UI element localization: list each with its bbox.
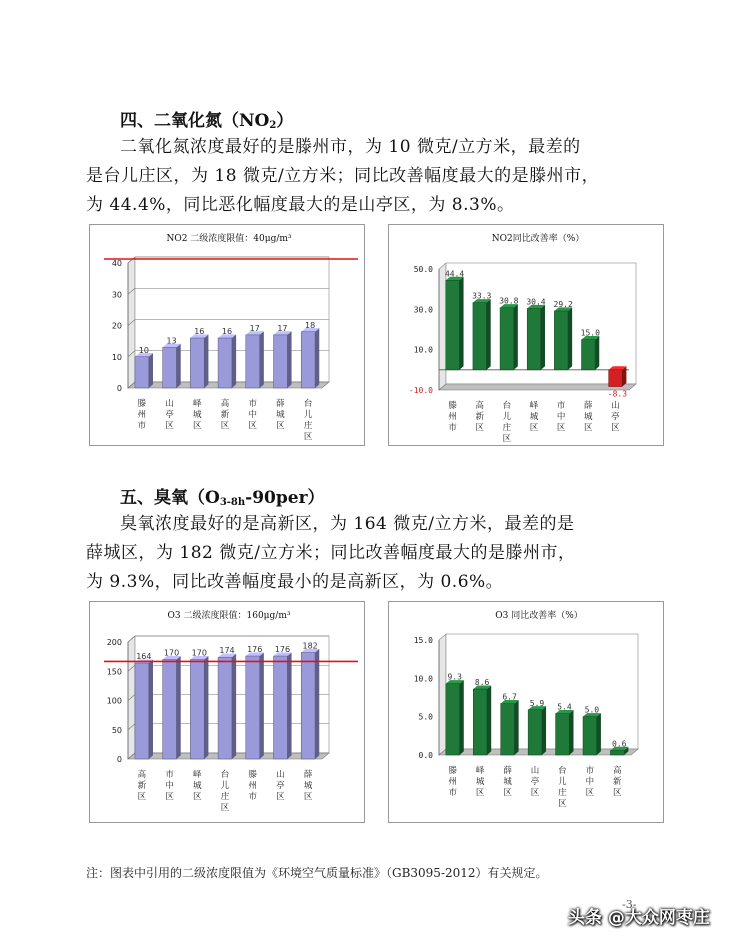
bar xyxy=(473,303,487,370)
bar-side xyxy=(260,331,264,388)
bar-side xyxy=(514,700,518,755)
category-label: 台儿庄区 xyxy=(303,399,313,442)
category-label: 滕州市 xyxy=(248,770,257,802)
bar-side xyxy=(595,336,599,370)
bar-side xyxy=(568,307,572,369)
category-label: 市中区 xyxy=(248,399,257,431)
category-label: 峄城区 xyxy=(193,770,202,802)
category-label: 市中区 xyxy=(165,770,174,802)
category-label: 山亭区 xyxy=(530,766,540,798)
bar-side xyxy=(149,353,153,388)
section4-line-3: 为 44.4%，同比恶化幅度最大的是山亭区，为 8.3%。 xyxy=(86,195,515,215)
bar-side xyxy=(315,328,319,388)
o3-improvement-chart xyxy=(388,601,664,823)
bar xyxy=(274,656,288,759)
bar-side xyxy=(287,652,291,759)
data-label: 30.8 xyxy=(499,296,519,306)
bar-side xyxy=(542,706,546,755)
category-label: 山亭区 xyxy=(165,399,174,431)
section5-heading-main: 五、臭氧（O xyxy=(120,488,220,508)
y-tick-label: 30 xyxy=(111,290,122,300)
y-tick-label: -10.0 xyxy=(408,386,433,395)
y-tick-label: 10 xyxy=(111,352,122,362)
data-label: 5.0 xyxy=(584,705,600,715)
y-tick-label: 40 xyxy=(111,259,122,268)
bar xyxy=(301,332,315,388)
data-label: 176 xyxy=(274,645,291,655)
data-label: 170 xyxy=(191,648,207,658)
data-label: 170 xyxy=(163,648,180,658)
data-label: 174 xyxy=(219,646,235,656)
data-label: 29.2 xyxy=(553,299,573,309)
section5-line-3: 为 9.3%，同比改善幅度最小的是高新区，为 0.6%。 xyxy=(86,572,504,592)
y-tick-label: 0 xyxy=(116,384,122,393)
bar xyxy=(135,357,149,388)
bar xyxy=(218,338,232,388)
section4-line-1: 二氧化氮浓度最好的是滕州市，为 10 微克/立方米，最差的 xyxy=(120,137,581,157)
bar xyxy=(610,750,624,755)
category-label: 峄城区 xyxy=(529,401,539,433)
bar xyxy=(301,653,315,759)
category-label: 台儿庄区 xyxy=(558,766,567,809)
category-label: 滕州市 xyxy=(137,399,147,431)
category-label: 峄城区 xyxy=(193,399,202,431)
page-number: -3- xyxy=(622,898,637,911)
bar-side xyxy=(232,654,236,759)
bar xyxy=(190,338,204,388)
bar-side xyxy=(569,710,573,755)
section5-heading-end: -90per） xyxy=(245,488,325,508)
bar-side xyxy=(459,277,463,370)
category-label: 高新区 xyxy=(475,401,484,433)
data-label: 6.7 xyxy=(502,692,517,702)
category-label: 峄城区 xyxy=(475,766,485,798)
no2-concentration-svg xyxy=(90,225,364,445)
o3-concentration-chart xyxy=(89,601,365,823)
bar-side xyxy=(204,656,208,759)
bar xyxy=(527,309,541,370)
section5-paragraph xyxy=(86,510,666,597)
o3-improvement-svg xyxy=(389,602,663,822)
data-label: -8.3 xyxy=(607,389,628,399)
section5-line-2: 薛城区，为 182 微克/立方米；同比改善幅度最大的是滕州市， xyxy=(86,543,576,563)
no2-concentration-chart xyxy=(89,224,365,446)
footnote: 注：图表中引用的二级浓度限值为《环境空气质量标准》（GB3095-2012）有关规定。 xyxy=(86,866,548,880)
category-label: 台儿庄区 xyxy=(220,770,230,813)
chart-title: O3 同比改善率（%） xyxy=(495,611,583,621)
bar-side xyxy=(315,649,319,759)
y-tick-label: 200 xyxy=(106,638,122,647)
bar-side xyxy=(204,334,208,388)
bar xyxy=(582,340,596,370)
bar-side xyxy=(287,331,291,388)
bar-side xyxy=(177,656,181,759)
y-tick-label: 10.0 xyxy=(413,674,433,684)
o3-concentration-svg xyxy=(90,602,364,822)
data-label: 182 xyxy=(302,641,318,651)
data-label: 10 xyxy=(138,345,149,355)
chart-title: O3 二级浓度限值：160μg/m³ xyxy=(167,611,291,621)
y-tick-label: 15.0 xyxy=(413,636,433,645)
category-label: 山亭区 xyxy=(611,401,620,433)
category-label: 薛城区 xyxy=(276,399,285,431)
category-label: 山亭区 xyxy=(276,770,285,802)
data-label: 33.3 xyxy=(472,291,492,301)
category-label: 台儿庄区 xyxy=(502,401,512,444)
section4-line-2: 是台儿庄区，为 18 微克/立方米；同比改善幅度最大的是滕州市， xyxy=(86,166,600,186)
bar xyxy=(274,335,288,388)
no2-improvement-chart xyxy=(388,224,664,446)
data-label: 8.6 xyxy=(474,678,490,688)
data-label: 13 xyxy=(166,336,177,346)
plot-side-wall xyxy=(439,634,446,755)
data-label: 176 xyxy=(247,645,263,655)
bar-side xyxy=(541,305,545,370)
plot-side-wall xyxy=(439,263,446,390)
data-label: 9.3 xyxy=(447,672,462,682)
y-tick-label: 0.0 xyxy=(418,751,433,760)
bar xyxy=(556,714,570,755)
section5-heading xyxy=(120,483,325,508)
category-label: 市中区 xyxy=(585,766,595,798)
bar xyxy=(528,710,542,755)
bar-side xyxy=(460,680,464,755)
bar-side xyxy=(149,659,153,759)
data-label: 5.4 xyxy=(557,702,572,712)
category-label: 高新区 xyxy=(613,766,622,798)
chart-title: NO2 二级浓度限值：40μg/m³ xyxy=(166,234,292,244)
bar xyxy=(500,308,514,370)
y-tick-label: 20 xyxy=(111,321,122,331)
data-label: 15.0 xyxy=(580,328,600,338)
bar-side xyxy=(487,685,491,755)
bar xyxy=(473,689,487,755)
bar-side xyxy=(260,652,264,759)
section4-heading-sub: 2 xyxy=(269,120,277,131)
data-label: 16 xyxy=(221,327,233,336)
section4-heading-main: 四、二氧化氮（NO xyxy=(120,111,270,131)
y-tick-label: 10.0 xyxy=(413,345,433,355)
bar xyxy=(554,311,568,370)
bar xyxy=(501,704,515,755)
bar-side xyxy=(487,299,491,370)
bar xyxy=(135,663,149,759)
bar xyxy=(446,684,460,755)
data-label: 5.9 xyxy=(529,698,545,708)
section4-paragraph xyxy=(86,133,666,220)
y-tick-label: 50.0 xyxy=(413,265,433,274)
watermark-text: 头条 @大众网枣庄 xyxy=(568,908,710,928)
category-label: 高新区 xyxy=(220,399,230,431)
bar-side xyxy=(232,334,236,388)
bar-side xyxy=(177,344,181,388)
data-label: 17 xyxy=(277,323,288,333)
data-label: 44.4 xyxy=(444,269,465,279)
section4-heading-end: ） xyxy=(276,111,294,131)
data-label: 30.4 xyxy=(526,297,546,307)
category-label: 高新区 xyxy=(137,770,147,802)
bar-side xyxy=(597,713,601,755)
category-label: 薛城区 xyxy=(303,770,313,802)
bar xyxy=(446,280,460,370)
bar xyxy=(218,657,232,759)
data-label: 17 xyxy=(249,323,260,333)
category-label: 薛城区 xyxy=(503,766,512,798)
category-label: 薛城区 xyxy=(584,401,593,433)
bar xyxy=(246,335,260,388)
y-tick-label: 50 xyxy=(111,725,122,735)
section4-heading xyxy=(120,106,293,131)
category-label: 滕州市 xyxy=(448,401,457,433)
bar xyxy=(246,656,260,759)
bar xyxy=(583,717,597,755)
y-tick-label: 30.0 xyxy=(413,305,433,315)
chart-title: NO2同比改善率（%） xyxy=(491,234,585,244)
bar xyxy=(609,370,623,387)
plot-floor xyxy=(439,384,636,390)
data-label: 16 xyxy=(194,327,205,336)
bar xyxy=(190,660,204,759)
bar xyxy=(163,660,177,759)
category-label: 市中区 xyxy=(556,401,566,433)
category-label: 滕州市 xyxy=(448,766,457,798)
data-label: 0.6 xyxy=(612,739,627,749)
y-tick-label: 0 xyxy=(116,755,122,764)
section5-line-1: 臭氧浓度最好的是高新区，为 164 微克/立方米，最差的是 xyxy=(120,514,575,534)
no2-improvement-svg xyxy=(389,225,663,445)
data-label: 164 xyxy=(136,652,152,662)
y-tick-label: 5.0 xyxy=(418,712,433,722)
y-tick-label: 100 xyxy=(106,696,122,706)
section5-heading-sub: 3-8h xyxy=(219,497,246,508)
y-tick-label: 150 xyxy=(106,667,122,677)
bar xyxy=(163,347,177,388)
bar-side xyxy=(514,304,518,370)
data-label: 18 xyxy=(305,320,316,330)
